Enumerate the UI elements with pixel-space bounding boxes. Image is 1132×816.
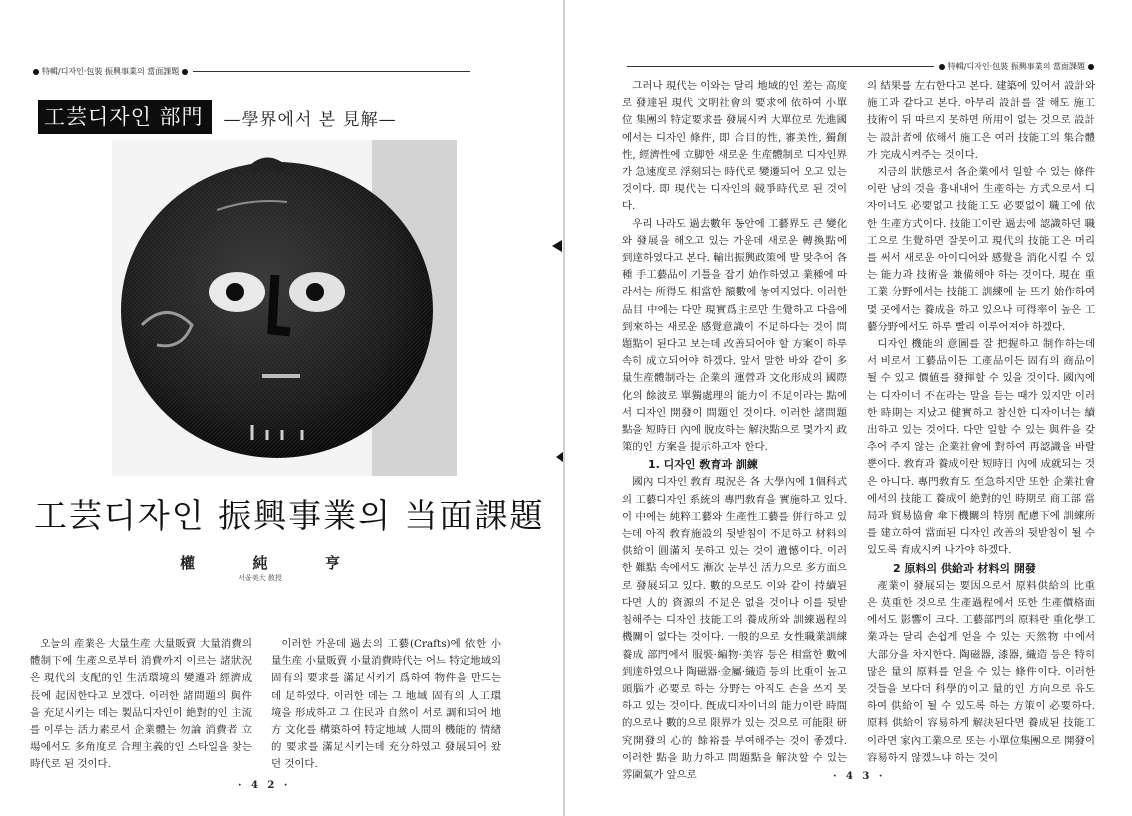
section-heading: 2 原料의 供給과 材料의 開發 [893, 561, 1036, 575]
crop-mark-icon [556, 452, 563, 462]
author-char: 權 [180, 554, 196, 572]
paragraph: 의 結果를 左右한다고 본다. 建築에 있어서 設計와 施工과 같다고 본다. 아무리 設計를 잘 해도 施工技術이 뒤 따르지 못하면 所用이 없는 것으로 設計는 設計者에 依해서 施工은 여러 技能工의 集合體가 完成시켜주는 것이다. [867, 80, 1095, 161]
paragraph: 이러한 가운데 過去의 工藝(Crafts)에 依한 小量生産 小量販賣 小量消費時代는 어느 特定地域의 固有의 要求를 滿足시키기 爲하여 物件을 만드는데 足하였다. 이러한 데는 그 地域 固有의 人工環境을 形成하고 그 住民과 自然이 서로 調和되어 地方 文化를 構築하여 特定地域 人間의 機能的 情緖的 要求를 滿足시키는데 充分하였고 發展되어 왔던 것이다. [271, 638, 501, 771]
paragraph: 지금의 狀態로서 各企業에서 일할 수 있는 條件이란 남의 것을 흉내내어 生產하는 方式으로서 디자이너도 必要없고 技能工도 必要없이 職工에 依한 生產方式이다. 技能工이란 過去에 認識하던 職工으로 生覺하면 잘못이고 現代의 技能工은 머리를 써서 새로운 아이디어와 感覺을 消化시킬 수 있는 能力과 技術을 兼備해야 하는 것이다. 現在 重工業 分野에서는 技能工 訓練에 눈 뜨기 始作하여 몇 곳에서는 養成을 하고 있으나 可得率이 높은 工藝分野에서도 하루 빨리 이루어져야 하겠다. [867, 166, 1095, 333]
paragraph: 우리 나라도 過去數年 동안에 工藝界도 큰 變化와 發展을 해오고 있는 가운데 새로운 轉換點에 到達하였다고 본다. 輸出振興政策에 발 맞추어 各種 手工藝品이 기틀을 잡기 始作하였고 業種에 따라서는 所得도 相當한 額數에 놓여지었다. 이러한 品目 中에는 다만 現實爲主로만 生覺하고 다음에 到來하는 새로운 感覺意識이 不足하다는 것이 問題點이 된다고 보는데 改善되어야 할 方案이 하루속히 成立되어야 하겠다. 앞서 말한 바와 같이 多量生産體制라는 企業의 運營과 文化形成의 國際化의 餘波로 單獨處理의 能力이 不足이라는 點에서 디자인 開發이 問題인 것이다. 이러한 諸問題點을 短時日 內에 脫皮하는 解決點으로 몇가지 政策的인 方案을 提示하고자 한다. [622, 217, 847, 454]
header-rule [193, 71, 470, 72]
paragraph: 디자인 機能의 意圖를 잘 把握하고 制作하는데서 비로서 工藝品이든 工產品이든 固有의 商品이 될 수 있고 價値를 發揮할 수 있을 것이다. 國內에는 디자이너 不在라는 말을 듣는 때가 있지만 이러한 時期는 지났고 健實하고 참신한 디자이너는 續出하고 있는 것이다. 다만 일할 수 있는 與件을 갖추어 주지 않는 企業社會에 對하여 再認識을 바랄 뿐이다. 敎育과 養成이란 短時日 內에 成就되는 것은 아니다. 專門敎育도 至急하지만 또한 企業社會에서의 技能工 養成이 絶對的인 時期로 商工部 當局과 貿易協會 傘下機關의 特別 配慮下에 訓練所를 建立하여 當面된 디자인 改善의 뒷받침이 될 수 있도록 育成시켜 나가야 하겠다. [867, 338, 1095, 557]
paragraph: 國內 디자인 敎育 現況은 各 大學內에 1個科式의 工藝디자인 系統의 專門敎育을 實施하고 있다. 이 中에는 純粹工藝와 生產性工藝를 併行하고 있는데 아직 敎育施設의 뒷받침이 不足하고 材料의 供給이 圓滿치 못하고 있는 것이 遺憾이다. 이러한 難點 속에서도 漸次 눈부신 活力으로 多方面으로 發展되고 있다. 數的으로도 이와 같이 持續된다면 人的 資源의 不足은 없을 것이나 이를 뒷받침해주는 디자인 技能工의 養成所와 訓練過程의 機關이 없다는 것이다. 一般的으로 女性職業訓練養成 部門에서 服裝·編物·美容 등은 相當한 數에 到達하였으나 陶磁器·金屬·織造 등의 比重이 높고 頭腦가 必要로 하는 分野는 아직도 손을 쓰지 못하고 있는 것이다. 旣成디자이너의 能力이란 時間的으로나 數的으로 限界가 있는 것으로 可能限 研究開發의 心的 餘裕를 부여해주는 것이 좋겠다. 이러한 點을 助力하고 問題點을 解決할 수 있는 雰圍氣가 앞으로 [622, 476, 847, 781]
running-header-text: 特輯/디자인·包裝 振興事業의 當面課題 [42, 67, 180, 76]
running-header-left [30, 66, 470, 77]
section-banner [38, 100, 397, 134]
page-number-right: · 4 3 · [833, 771, 886, 782]
bullet-icon [939, 64, 945, 70]
body-column-right-2 [867, 78, 1095, 767]
author-affiliation: 서울美大 敎授 [238, 574, 282, 582]
running-header-right [627, 61, 1097, 72]
paragraph: 產業이 發展되는 要因으로서 原料供給의 比重은 莫重한 것으로 生產過程에서 또한 生產價格面에서도 影響이 크다. 工藝部門의 原料란 重化學工業과는 달리 손쉽게 얻을 수 있는 天然物 中에서 大部分을 차지한다. 陶磁器, 漆器, 織造 등은 特히 많은 量의 原料를 얻을 수 있는 條件이다. 이러한 것들을 보다더 科學的이고 量的인 方向으로 유도하여 供給이 될 수 있도록 하는 方策이 必要하다. 原料 供給이 容易하게 解決된다면 養成된 技能工이라면 家內工業으로 또는 小單位集團으로 開發이 容易하지 않겠느냐 하는 것이 [867, 579, 1095, 764]
left-page [0, 0, 563, 816]
section-heading: 1. 디자인 敎育과 訓練 [648, 458, 758, 472]
header-rule [627, 66, 934, 67]
left-pupil [226, 283, 244, 301]
body-column-right-1 [622, 78, 847, 784]
paragraph: 그러나 現代는 이와는 달리 地域的인 差는 高度로 發達된 現代 文明社會의 要求에 依하여 小單位 集團의 特定要求를 發展시켜 大單位로 先進國에서는 디자인 條件, 即 合目的性, 審美性, 獨創性, 經濟性에 立脚한 새로운 生産體制로 디자인界가 急速度로 浮刻되는 時代로 變遷되어 오고 있는 것이다. 即 現代는 디자인의 競爭時代로 된 것이다. [622, 80, 847, 213]
bullet-icon [182, 69, 188, 75]
face-disc-illustration [112, 140, 457, 476]
body-column-left-2 [271, 636, 501, 774]
author-name [180, 552, 340, 573]
author-char: 亨 [324, 554, 340, 572]
right-page [565, 0, 1132, 816]
body-column-left-1 [30, 636, 252, 774]
section-label: 工芸디자인 部門 [38, 100, 212, 134]
crop-mark-icon [552, 240, 562, 252]
running-header-text: 特輯/디자인·包裝 振興事業의 當面課題 [947, 62, 1085, 71]
bullet-icon [33, 69, 39, 75]
ceremonial-face-disc-photo [112, 140, 457, 476]
paragraph: 오늘의 産業은 大量生産 大量販賣 大量消費의 體制下에 生產으로부터 消費까지 이르는 諸狀況은 現代의 支配的인 生活環境의 變遷과 經濟成長에 起因한다고 보겠다. 이러한 諸問題의 與件을 充足시키는 데는 製品디자인이 絶對的인 主流를 이루는 活力素로서 企業體는 勿論 消費者 立場에서도 多角度로 合理主義的인 스타일을 찾는 時代로 된 것이다. [30, 638, 252, 771]
right-pupil [306, 283, 324, 301]
bullet-icon [1088, 64, 1094, 70]
article-title: 工芸디자인 振興事業의 当面課題 [34, 496, 545, 535]
section-subtitle: —學界에서 본 見解— [223, 109, 397, 130]
author-char: 純 [252, 554, 268, 572]
page-number-left: · 4 2 · [238, 780, 291, 791]
